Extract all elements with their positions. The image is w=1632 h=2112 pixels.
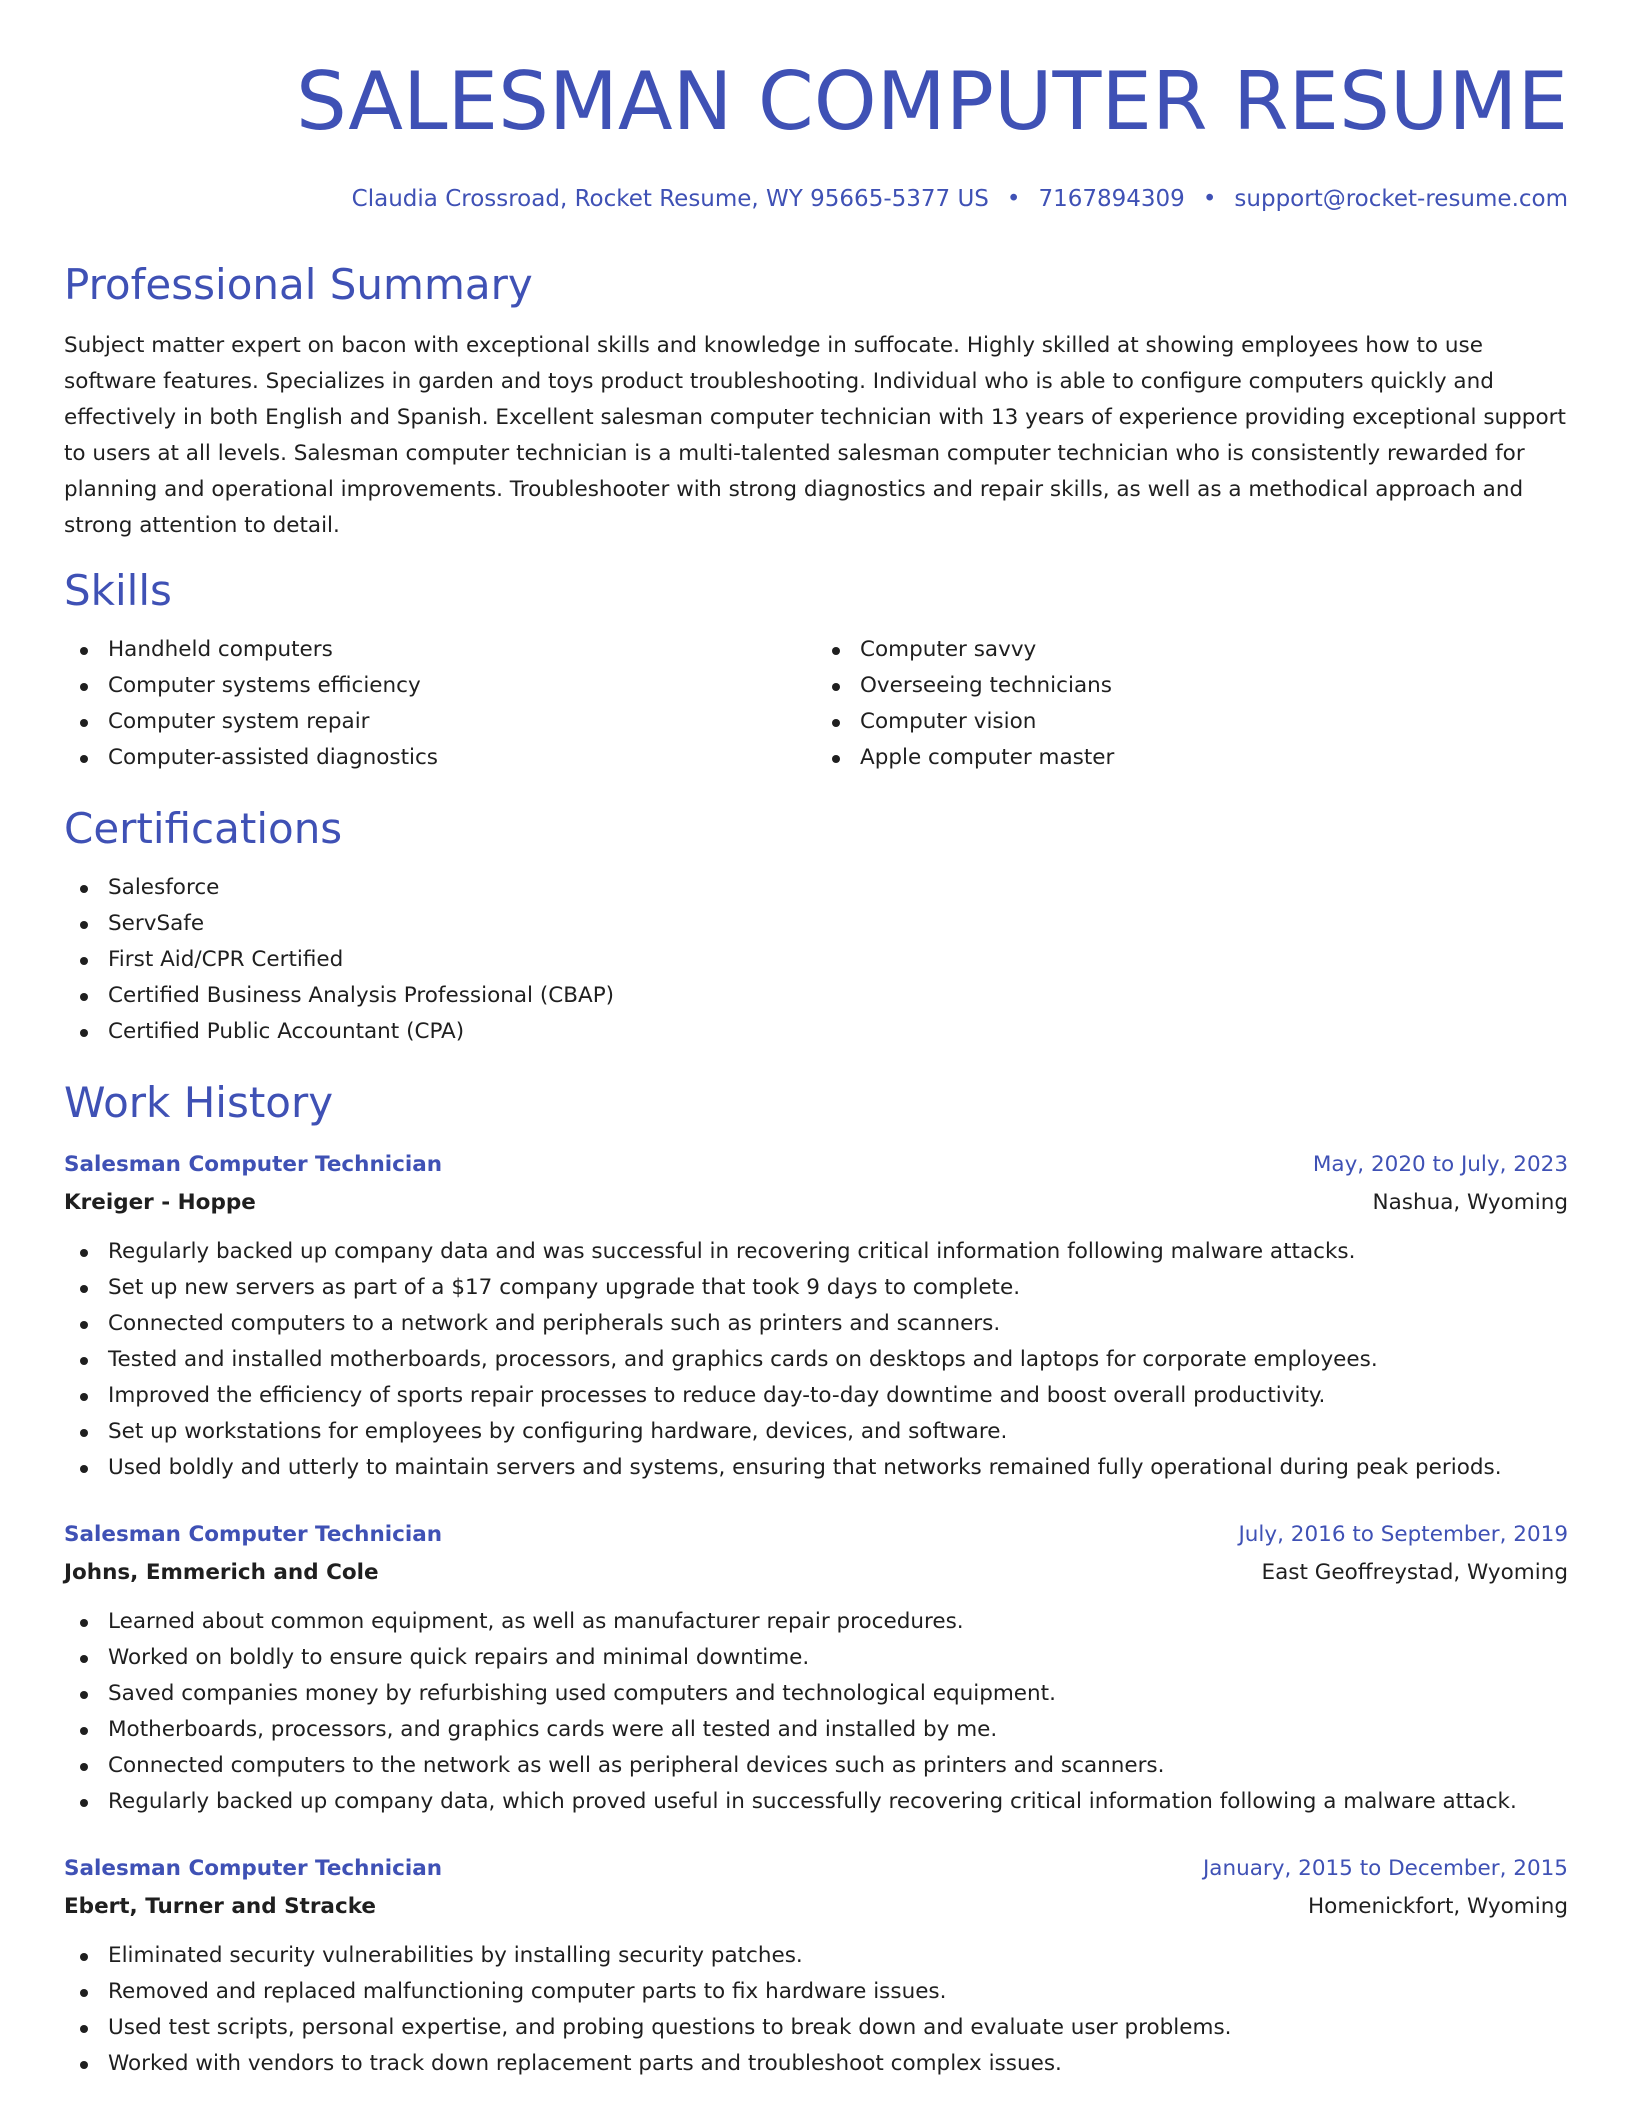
skills-list-right <box>816 632 1568 776</box>
job-location: East Geoffreystad, Wyoming <box>1261 1560 1568 1585</box>
skill-item: Handheld computers <box>64 632 816 668</box>
skills-heading: Skills <box>64 566 172 615</box>
job-company: Johns, Emmerich and Cole <box>64 1560 379 1585</box>
job-bullet: Set up workstations for employees by configuring hardware, devices, and software. <box>64 1414 1568 1450</box>
skills-list-left <box>64 632 816 776</box>
contact-email[interactable]: support@rocket-resume.com <box>1234 186 1568 212</box>
job-bullet: Used test scripts, personal expertise, and probing questions to break down and evaluate user problems. <box>64 2010 1568 2046</box>
job-title-row <box>64 1146 1568 1184</box>
contact-separator: • <box>1006 186 1021 212</box>
job-title: Salesman Computer Technician <box>64 1856 443 1881</box>
job-bullets <box>64 1604 1568 1820</box>
job-bullet: Connected computers to the network as well as peripheral devices such as printers and scanners. <box>64 1748 1568 1784</box>
skill-item: Overseeing technicians <box>816 668 1568 704</box>
job-bullet: Regularly backed up company data and was successful in recovering critical information following malware attacks. <box>64 1234 1568 1270</box>
job-entry <box>64 1850 1568 2082</box>
job-entry <box>64 1146 1568 1486</box>
contact-phone: 7167894309 <box>1038 186 1185 212</box>
contact-separator: • <box>1202 186 1217 212</box>
job-bullet: Worked with vendors to track down replacement parts and troubleshoot complex issues. <box>64 2046 1568 2082</box>
job-bullet: Used boldly and utterly to maintain servers and systems, ensuring that networks remained fully operational during peak periods. <box>64 1450 1568 1486</box>
job-dates: January, 2015 to December, 2015 <box>1202 1856 1568 1881</box>
job-location: Nashua, Wyoming <box>1372 1190 1568 1215</box>
skill-item: Computer systems efficiency <box>64 668 816 704</box>
job-dates: July, 2016 to September, 2019 <box>1238 1522 1568 1547</box>
job-bullet: Regularly backed up company data, which proved useful in successfully recovering critical information following a malware attack. <box>64 1784 1568 1820</box>
contact-address: Claudia Crossroad, Rocket Resume, WY 95665-5377 US <box>351 186 989 212</box>
job-dates: May, 2020 to July, 2023 <box>1312 1152 1568 1177</box>
job-bullets <box>64 1234 1568 1486</box>
contact-line <box>64 184 1568 214</box>
job-title: Salesman Computer Technician <box>64 1152 443 1177</box>
job-bullet: Removed and replaced malfunctioning computer parts to fix hardware issues. <box>64 1974 1568 2010</box>
work-history-section <box>64 1076 1568 2082</box>
job-bullet: Saved companies money by refurbishing used computers and technological equipment. <box>64 1676 1568 1712</box>
job-company-row <box>64 1888 1568 1926</box>
certifications-list <box>64 870 1568 1050</box>
skill-item: Computer-assisted diagnostics <box>64 740 816 776</box>
job-bullet: Connected computers to a network and peripherals such as printers and scanners. <box>64 1306 1568 1342</box>
job-bullet: Learned about common equipment, as well as manufacturer repair procedures. <box>64 1604 1568 1640</box>
job-bullet: Eliminated security vulnerabilities by installing security patches. <box>64 1938 1568 1974</box>
job-bullet: Tested and installed motherboards, processors, and graphics cards on desktops and laptops for corporate employees. <box>64 1342 1568 1378</box>
certification-item: ServSafe <box>64 906 1568 942</box>
summary-heading: Professional Summary <box>64 260 533 309</box>
job-location: Homenickfort, Wyoming <box>1308 1894 1568 1919</box>
certification-item: Certified Public Accountant (CPA) <box>64 1014 1568 1050</box>
job-bullets <box>64 1938 1568 2082</box>
summary-text: Subject matter expert on bacon with exceptional skills and knowledge in suffocate. Highly skilled at showing employees how to use software features. Specializes in garden and toys product troubleshooting. Individual who is able to configure computers quickly and effectively in both English and Spanish. Excellent salesman computer technician with 13 years of experience providing exceptional support to users at all levels. Salesman computer technician is a multi-talented salesman computer technician who is consistently rewarded for planning and operational improvements. Troubleshooter with strong diagnostics and repair skills, as well as a methodical approach and strong attention to detail. <box>64 333 1566 538</box>
skills-columns <box>64 632 1568 776</box>
certification-item: Salesforce <box>64 870 1568 906</box>
resume-title: SALESMAN COMPUTER RESUME <box>295 55 1568 148</box>
skill-item: Computer vision <box>816 704 1568 740</box>
job-bullet: Improved the efficiency of sports repair processes to reduce day-to-day downtime and boost overall productivity. <box>64 1378 1568 1414</box>
skill-item: Apple computer master <box>816 740 1568 776</box>
skill-item: Computer system repair <box>64 704 816 740</box>
job-company: Ebert, Turner and Stracke <box>64 1894 376 1919</box>
certifications-heading: Certifications <box>64 804 343 853</box>
certification-item: First Aid/CPR Certified <box>64 942 1568 978</box>
certifications-section <box>64 802 1568 1050</box>
job-company: Kreiger - Hoppe <box>64 1190 256 1215</box>
job-company-row <box>64 1554 1568 1592</box>
job-title-row <box>64 1516 1568 1554</box>
job-bullet: Set up new servers as part of a $17 company upgrade that took 9 days to complete. <box>64 1270 1568 1306</box>
work-history-heading: Work History <box>64 1078 334 1127</box>
summary-section <box>64 258 1568 544</box>
job-bullet: Worked on boldly to ensure quick repairs and minimal downtime. <box>64 1640 1568 1676</box>
job-title: Salesman Computer Technician <box>64 1522 443 1547</box>
job-bullet: Motherboards, processors, and graphics cards were all tested and installed by me. <box>64 1712 1568 1748</box>
skill-item: Computer savvy <box>816 632 1568 668</box>
certification-item: Certified Business Analysis Professional (CBAP) <box>64 978 1568 1014</box>
job-company-row <box>64 1184 1568 1222</box>
job-entry <box>64 1516 1568 1820</box>
job-title-row <box>64 1850 1568 1888</box>
skills-section <box>64 564 1568 776</box>
resume-header <box>64 0 1568 214</box>
